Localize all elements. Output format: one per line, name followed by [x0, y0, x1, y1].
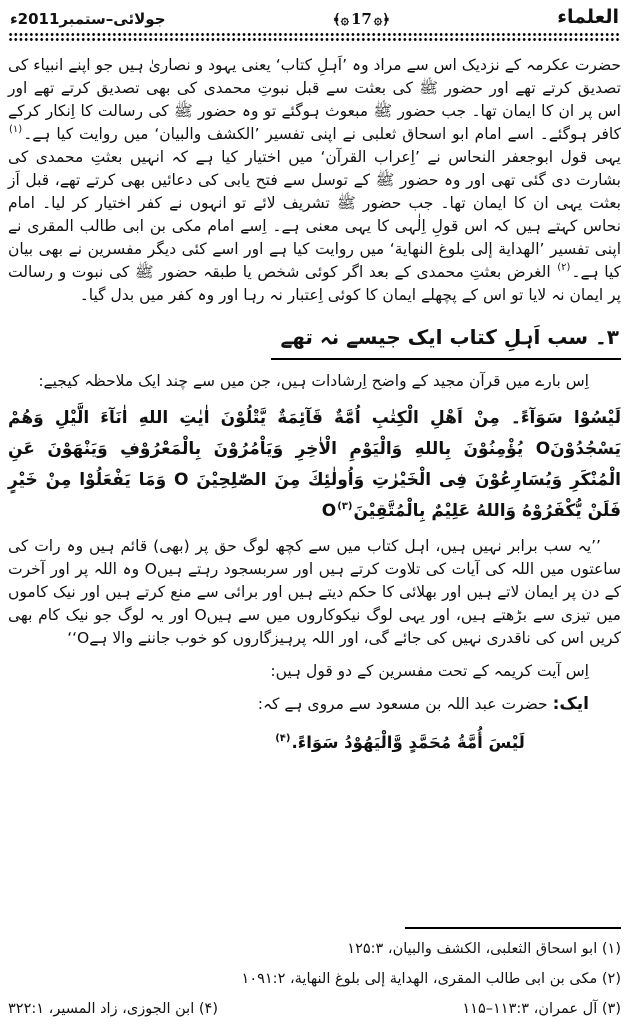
quran-verse-text: لَيْسُوْا سَوَآءً۔ مِنْ اَهْلِ الْكِتٰبِ اُمَّةٌ قَآئِمَةٌ يَّتْلُوْنَ اٰيٰتِ اللهِ اٰنَآءَ الَّيْلِ وَهُمْ يَسْجُدُوْنَO يُؤْمِنُوْنَ بِاللهِ وَالْيَوْمِ الْاٰخِرِ وَيَاْمُرُوْنَ بِالْمَعْرُوْفِ وَيَنْهَوْنَ عَنِ الْمُنْكَرِ وَيُسَارِعُوْنَ فِى الْخَيْرٰتِ وَاُولٰئِكَ مِنَ الصّٰلِحِيْنَ O وَمَا يَفْعَلُوْا مِنْ خَيْرٍ فَلَنْ يُّكْفَرُوْهُ وَاللهُ عَلِيْمٌ بِالْمُتَّقِيْنَO	[8, 408, 621, 521]
ornament-left-icon: ﴾۞	[332, 12, 349, 28]
article-body	[8, 48, 621, 764]
footnote-label: (۱)	[601, 941, 621, 957]
page-header	[8, 4, 621, 31]
journal-title: العلماء	[557, 6, 619, 28]
paragraph-text: حضرت عکرمہ کے نزدیک اس سے مراد وہ ’اَہلِ کتاب‘ یعنی یہود و نصاریٰ ہیں جو اپنے انبیاء کی تصدیق کرتے تھے اور حضور ﷺ کی بعثت سے قبل نبوتِ محمدی کی بھی تصدیق کرتے تھے اور اس پر ان کا ایمان تھا۔ جب حضور ﷺ مبعوث ہوگئے تو وہ حضور ﷺ کی رسالت کا اِنکار کرکے کافر ہوگئے۔ اسے امام ابو اسحاق ثعلبی نے اپنی تفسیر ’الکشف والبیان‘ میں روایت کیا ہے۔	[8, 56, 621, 143]
footnotes-section	[8, 927, 621, 1024]
footnote-text: ابو اسحاق الثعلبی، الکشف والبیان، ۱۲۵:۳	[347, 941, 602, 957]
opinion-one-line	[8, 693, 621, 716]
paragraph-text: یہی قول ابوجعفر النحاس نے ’اِعراب القرآن‘ میں اختیار کیا ہے کہ انہیں بعثتِ محمدی کی بشارت دی گئی تھی اور وہ حضور ﷺ کے توسل سے فتح یابی کی دعائیں بھی کرتے تھے، قبل اَز بعثت یہی ان کا ایمان تھا۔ جب حضور ﷺ تشریف لائے تو انہوں نے کفر اختیار کر لیا۔ امام نحاس کہتے ہیں کہ اس قولِ اِلٰہی کا یہی معنی ہے۔ اِسے امام مکی بن ابی طالب المقری نے اپنی تفسیر ’الهدایة إلی بلوغ النهایة‘ میں روایت کیا ہے اور اسے کئی دیگر مفسرین نے بھی بیان کیا ہے۔	[8, 148, 622, 281]
hadith-text: لَيْسَ أُمَّةُ مُحَمَّدٍ وَّالْيَهُوْدُ سَوَاءً.	[291, 733, 525, 752]
paragraph-ikrimah	[8, 54, 621, 307]
footnote-ref-4: (۴)	[275, 733, 291, 744]
footnote-row	[8, 994, 621, 1024]
footnote-3	[462, 994, 621, 1024]
footnote-1	[8, 934, 621, 964]
footnote-ref-2: (۲)	[557, 262, 571, 273]
footnote-label: (۴)	[198, 1001, 218, 1017]
footnote-2	[8, 964, 621, 994]
hadith-arabic	[8, 728, 621, 758]
section-heading-text: ۳۔ سب اَہلِ کتاب ایک جیسے نہ تھے	[271, 325, 622, 360]
footnote-4	[8, 994, 218, 1024]
double-dotted-divider	[8, 32, 621, 42]
page-number-box	[333, 10, 391, 28]
footnote-text: آل عمران، ۱۱۳:۳–۱۱۵	[462, 1001, 602, 1017]
opinion-one-text: حضرت عبد اللہ بن مسعود سے مروی ہے کہ:	[257, 695, 553, 713]
two-opinions-line: اِس آیت کریمہ کے تحت مفسرین کے دو قول ہیں:	[270, 662, 589, 680]
footnote-ref-3: (۳)	[337, 501, 353, 512]
footnote-text: ابن الجوزی، زاد المسیر، ۳۲۲:۱	[8, 1001, 199, 1017]
ornament-right-icon: ۞﴿	[373, 12, 391, 28]
verse-translation: ’’یہ سب برابر نہیں ہیں، اہل کتاب میں سے کچھ لوگ حق پر (بھی) قائم ہیں وہ رات کی ساعتوں میں اللہ کی آیات کی تلاوت کرتے ہیں اور سربسجود رہتے ہیںO وہ اللہ پر اور آخرت کے دن پر ایمان لاتے ہیں اور بھلائی کا حکم دیتے ہیں اور برائی سے منع کرتے ہیں اور نیک کاموں میں تیزی سے بڑھتے ہیں، اور یہی لوگ نیکوکاروں میں سے ہیںO اور یہ لوگ جو نیک کام بھی کریں اس کی ناقدری نہیں کی جائے گی، اور اللہ پرہیزگاروں کو خوب جاننے والا ہےO‘‘	[8, 537, 621, 647]
quran-verse	[8, 403, 621, 527]
issue-date: جولائی–ستمبر2011ء	[10, 10, 166, 28]
page-number: 17	[350, 10, 372, 28]
opinion-one-label: ایک:	[552, 694, 589, 714]
section-heading	[8, 325, 621, 360]
footnote-label: (۲)	[601, 971, 621, 987]
footnote-divider	[405, 927, 621, 929]
intro-line: اِس بارے میں قرآن مجید کے واضح اِرشادات ہیں، جن میں سے چند ایک ملاحظہ کیجیے:	[38, 372, 589, 390]
footnote-label: (۳)	[601, 1001, 621, 1017]
footnote-ref-1: (۱)	[9, 124, 23, 135]
footnote-text: مکی بن ابی طالب المقری، الهدایة إلی بلوغ النهایة، ۱۰۹۱:۲	[241, 971, 602, 987]
paragraph-text: الغرض بعثتِ محمدی کے بعد اگر کوئی شخص یا طبقہ حضور ﷺ کی نبوت و رسالت پر ایمان نہ لایا تو اس کے پچھلے ایمان کا کوئی اِعتبار نہ رہا اور وہ کفر میں بدل گیا۔	[8, 263, 621, 304]
